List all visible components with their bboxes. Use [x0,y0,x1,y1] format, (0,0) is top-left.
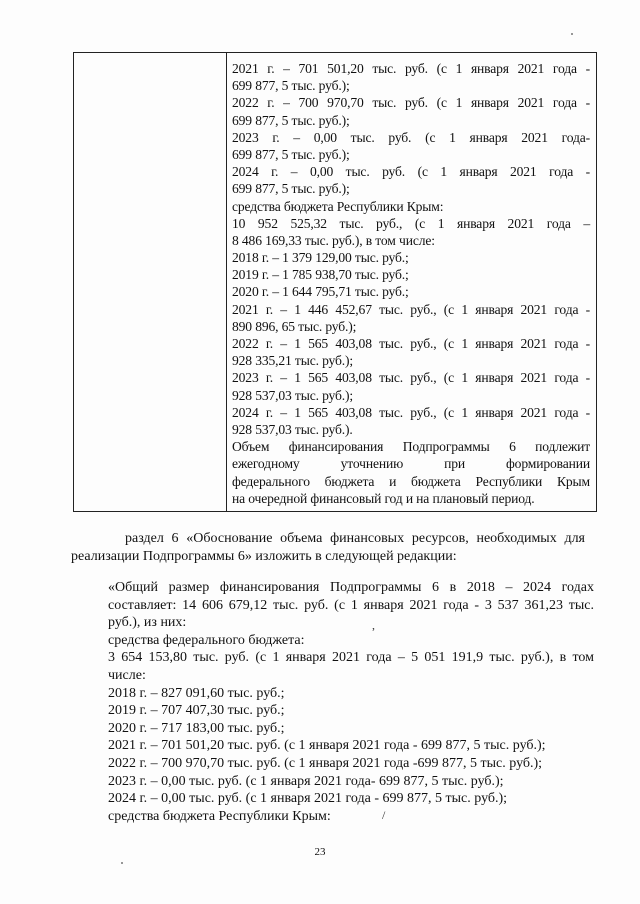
body-text-line: 2018 г. – 827 091,60 тыс. руб.; [108,685,285,701]
table-left-column [74,53,227,511]
body-text-line: 2022 г. – 700 970,70 тыс. руб. (с 1 января 2021 года -699 877, 5 тыс. руб.); [108,755,543,771]
body-text-line: средства бюджета Республики Крым: [108,808,331,824]
scan-speck [121,862,123,864]
table-text-line: 928 335,21 тыс. руб.); [232,353,354,369]
table-text-line: 699 877, 5 тыс. руб.); [232,146,350,162]
table-text-line: 2022 г. – 700 970,70 тыс. руб. (с 1 января 2021 года - [232,95,590,111]
table-text-line: 890 896, 65 тыс. руб.); [232,318,357,334]
body-text-line: 2019 г. – 707 407,30 тыс. руб.; [108,703,285,719]
body-text-line: 2024 г. – 0,00 тыс. руб. (с 1 января 2021 года - 699 877, 5 тыс. руб.); [108,791,508,807]
scan-speck [571,33,573,35]
intro-line-1: раздел 6 «Обоснование объема финансовых ресурсов, необходимых для [125,531,585,546]
table-text-line: 2024 г. – 0,00 тыс. руб. (с 1 января 2021 года - [232,164,590,180]
table-text-line: средства бюджета Республики Крым: [232,198,444,214]
intro-line-2: реализации Подпрограммы 6» изложить в следующей редакции: [71,548,457,564]
table-text-line: на очередной финансовый год и на плановый период. [232,490,535,506]
body-text-line: «Общий размер финансирования Подпрограммы 6 в 2018 – 2024 годах [108,580,594,595]
table-text-line: федерального бюджета и бюджета Республики Крым [232,473,590,489]
table-text-line: 699 877, 5 тыс. руб.); [232,112,350,128]
table-text-line: 2018 г. – 1 379 129,00 тыс. руб.; [232,250,409,266]
table-text-line: 928 537,03 тыс. руб.); [232,387,354,403]
body-text-line: числе: [108,667,146,683]
table-text-line: 2023 г. – 0,00 тыс. руб. (с 1 января 2021 года- [232,129,590,145]
table-text-line: 2024 г. – 1 565 403,08 тыс. руб., (с 1 января 2021 года - [232,404,590,420]
page-number: 23 [314,846,326,858]
table-text-line: 2022 г. – 1 565 403,08 тыс. руб., (с 1 января 2021 года - [232,336,590,351]
table-text-line: 2021 г. – 701 501,20 тыс. руб. (с 1 января 2021 года - [232,61,590,76]
body-text-line: 2021 г. – 701 501,20 тыс. руб. (с 1 января 2021 года - 699 877, 5 тыс. руб.); [108,738,546,754]
body-text-line: составляет: 14 606 679,12 тыс. руб. (с 1 января 2021 года - 3 537 361,23 тыс. [108,597,594,613]
body-text-line: руб.), из них: [108,615,187,631]
table-text-line: 928 537,03 тыс. руб.). [232,421,353,437]
table-text-line: 10 952 525,32 тыс. руб., (с 1 января 2021 года – [232,215,590,231]
table-text-line: 2020 г. – 1 644 795,71 тыс. руб.; [232,284,409,300]
body-text-line: средства федерального бюджета: [108,632,305,648]
pen-mark: / [382,808,386,822]
financing-table [73,52,597,512]
table-right-column [232,60,590,507]
table-text-line: 2019 г. – 1 785 938,70 тыс. руб.; [232,267,409,283]
intro-paragraph [71,530,585,565]
table-text-line: Объем финансирования Подпрограммы 6 подлежит [232,439,590,455]
table-text-line: 2021 г. – 1 446 452,67 тыс. руб., (с 1 января 2021 года - [232,301,590,317]
financing-body-text [108,579,594,825]
body-text-line: 2023 г. – 0,00 тыс. руб. (с 1 января 2021 года- 699 877, 5 тыс. руб.); [108,773,504,789]
pen-mark: , [372,618,375,632]
table-text-line: 2023 г. – 1 565 403,08 тыс. руб., (с 1 января 2021 года - [232,370,590,386]
table-text-line: 699 877, 5 тыс. руб.); [232,181,350,197]
body-text-line: 2020 г. – 717 183,00 тыс. руб.; [108,720,285,736]
table-text-line: 699 877, 5 тыс. руб.); [232,78,350,94]
table-text-line: ежегодному уточнению при формировании [232,456,590,472]
table-text-line: 8 486 169,33 тыс. руб.), в том числе: [232,232,435,248]
body-text-line: 3 654 153,80 тыс. руб. (с 1 января 2021 года – 5 051 191,9 тыс. руб.), в том [108,650,594,666]
